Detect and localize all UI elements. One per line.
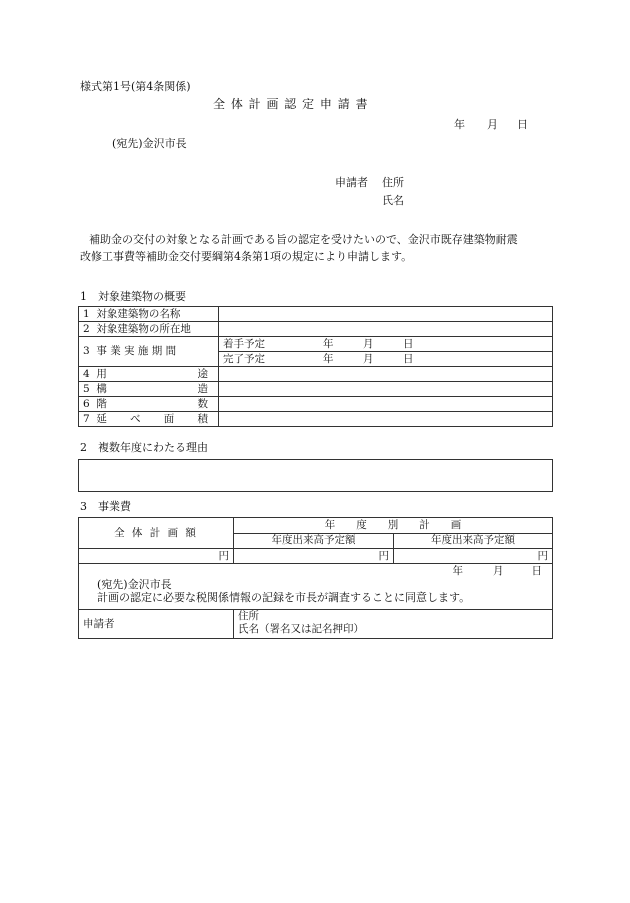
row-label: 1 対象建築物の名称 [79, 307, 219, 322]
row-label: 6 階 数 [79, 397, 219, 412]
year1-amount-cell[interactable]: 円 [234, 549, 394, 564]
table-row [79, 367, 553, 382]
section3-heading: 3 事業費 [80, 500, 131, 513]
applicant-label: 申請者 [335, 176, 368, 189]
applicant-name-label: 氏名 [382, 194, 404, 207]
applicant-address-label: 住所 [382, 176, 404, 189]
period-start-cell[interactable]: 着手予定 年 月 日 [219, 337, 553, 352]
row-label: 5 構 造 [79, 382, 219, 397]
table-row [79, 397, 553, 412]
consent-name-label: 氏名（署名又は記名押印） [238, 623, 364, 635]
yearly-sub-header-1: 年度出来高予定額 [234, 533, 394, 549]
page-title: 全 体 計 画 認 定 申 請 書 [213, 97, 369, 111]
total-amount-cell[interactable]: 円 [79, 549, 234, 564]
date-day: 日 [517, 118, 528, 131]
table-row [79, 322, 553, 337]
building-overview-table [78, 306, 553, 427]
body-text-line-1: 補助金の交付の対象となる計画である旨の認定を受けたいので、金沢市既存建築物耐震 [89, 233, 518, 246]
applicant-label-cell: 申請者 [79, 610, 234, 639]
date-year: 年 [454, 118, 465, 131]
row-label: 4 用 途 [79, 367, 219, 382]
year2-amount-cell[interactable]: 円 [394, 549, 553, 564]
consent-date: 年 月 日 [452, 565, 542, 577]
table-row [79, 610, 553, 639]
location-value-cell[interactable] [219, 322, 553, 337]
table-row [79, 307, 553, 322]
table-row [79, 518, 553, 534]
consent-cell [79, 564, 553, 610]
yearly-sub-header-2: 年度出来高予定額 [394, 533, 553, 549]
table-row [79, 382, 553, 397]
table-row [79, 564, 553, 610]
body-text-line-2: 改修工事費等補助金交付要綱第4条第1項の規定により申請します。 [80, 250, 413, 263]
table-row [79, 412, 553, 427]
form-id: 様式第1号(第4条関係) [80, 80, 191, 93]
addressee: (宛先)金沢市長 [112, 137, 187, 150]
name-value-cell[interactable] [219, 307, 553, 322]
date-month: 月 [487, 118, 498, 131]
row-label: 3 事 業 実 施 期 間 [79, 337, 219, 367]
consent-text: 計画の認定に必要な税関係情報の記録を市長が調査することに同意します。 [97, 591, 471, 604]
floors-value-cell[interactable] [219, 397, 553, 412]
section1-heading: 1 対象建築物の概要 [80, 290, 186, 303]
consent-address-label: 住所 [238, 610, 259, 622]
total-plan-header: 全 体 計 画 額 [79, 518, 234, 549]
consent-addressee: (宛先)金沢市長 [97, 578, 172, 591]
period-end-cell[interactable]: 完了予定 年 月 日 [219, 352, 553, 367]
row-label: 7 延 べ 面 積 [79, 412, 219, 427]
use-value-cell[interactable] [219, 367, 553, 382]
structure-value-cell[interactable] [219, 382, 553, 397]
section2-heading: 2 複数年度にわたる理由 [80, 441, 208, 454]
row-label: 2 対象建築物の所在地 [79, 322, 219, 337]
floor-area-value-cell[interactable] [219, 412, 553, 427]
yearly-plan-header: 年 度 別 計 画 [234, 518, 553, 534]
multi-year-reason-box[interactable] [78, 459, 553, 492]
project-cost-table [78, 517, 553, 639]
table-row [79, 337, 553, 352]
applicant-info-cell[interactable] [234, 610, 553, 639]
table-row [79, 549, 553, 564]
